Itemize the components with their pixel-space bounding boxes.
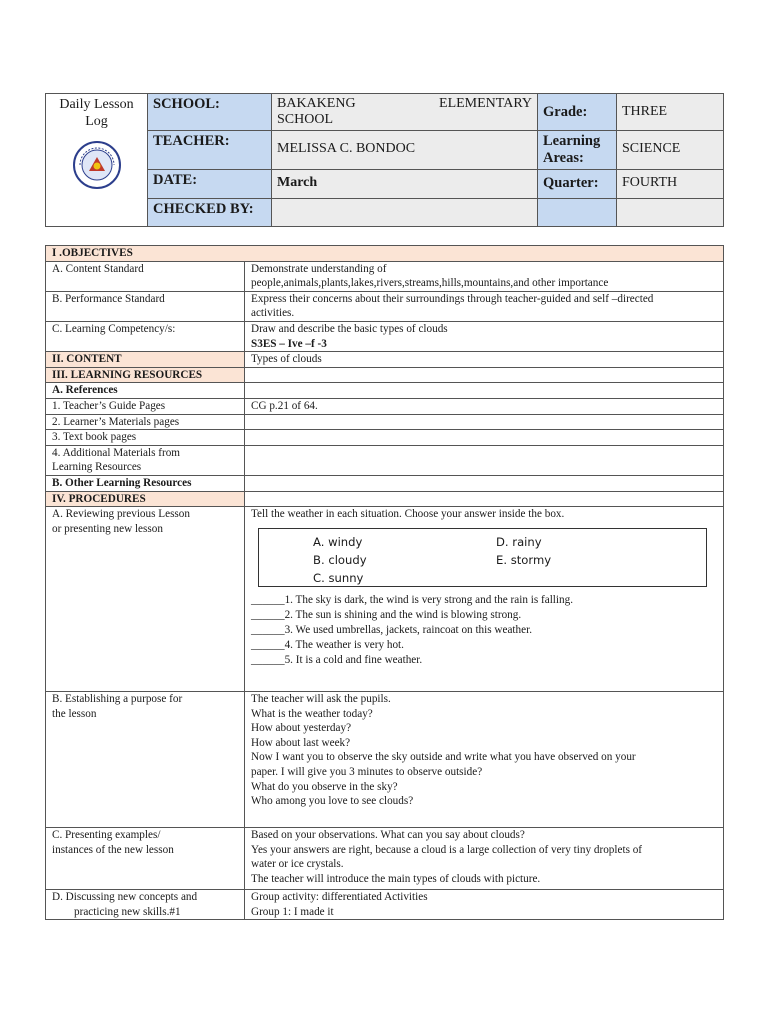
procedures-heading-row <box>46 491 724 507</box>
teacher-label: TEACHER: <box>148 131 272 170</box>
learning-areas-value: SCIENCE <box>617 131 724 170</box>
choice-d: D. rainy <box>496 534 542 549</box>
lm-row <box>46 414 724 430</box>
checked-by-blank-2 <box>617 199 724 227</box>
procedure-c-row <box>46 828 724 890</box>
objectives-heading: I .OBJECTIVES <box>46 246 724 262</box>
checked-by-label: CHECKED BY: <box>148 199 272 227</box>
dll-title: Daily Lesson <box>59 97 134 112</box>
competency-label: C. Learning Competency/s: <box>46 321 245 351</box>
performance-standard-row <box>46 291 724 321</box>
other-resources-row <box>46 475 724 491</box>
question-item: ______1. The sky is dark, the wind is very strong and the rain is falling. <box>251 593 574 606</box>
deped-seal-icon <box>72 140 122 190</box>
checked-by-value <box>272 199 538 227</box>
resources-heading-row <box>46 367 724 383</box>
procedure-b-row <box>46 692 724 828</box>
teacher-value: MELISSA C. BONDOC <box>272 131 538 170</box>
resources-heading: III. LEARNING RESOURCES <box>46 367 245 383</box>
choices-box <box>258 528 707 587</box>
content-heading: II. CONTENT <box>46 352 245 368</box>
procedure-c-content: Based on your observations. What can you say about clouds? Yes your answers are right, because a cloud is a large collection of very tiny droplets of water or ice crystals. The teacher will introduce the main types of clouds with picture. <box>245 828 724 890</box>
references-label: A. References <box>46 383 245 399</box>
choice-b: B. cloudy <box>313 552 367 567</box>
choice-a: A. windy <box>313 534 363 549</box>
dll-title-2: Log <box>85 114 108 129</box>
question-item: ______4. The weather is very hot. <box>251 638 404 651</box>
procedure-b-label: B. Establishing a purpose for the lesson <box>46 692 245 828</box>
date-label: DATE: <box>148 170 272 199</box>
procedure-d-label: D. Discussing new concepts and practicing new skills.#1 <box>46 890 245 920</box>
objectives-heading-row <box>46 246 724 262</box>
competency-row <box>46 321 724 351</box>
tg-value: CG p.21 of 64. <box>245 398 724 414</box>
tg-label: 1. Teacher’s Guide Pages <box>46 398 245 414</box>
procedures-heading: IV. PROCEDURES <box>46 491 245 507</box>
procedure-a-content: Tell the weather in each situation. Choose your answer inside the box. A. windy B. cloudy C. sunny D. rainy E. stormy ______1. The sky is dark, the wind is very strong and the rain is falling. ______2. The sun is shining and the wind is blowing strong. ______3. We used umbrellas, jackets, raincoat on this weather. ______4. The weather is very hot. ______5. It is a cold and fine weather. <box>245 507 724 692</box>
references-row <box>46 383 724 399</box>
procedure-c-label: C. Presenting examples/ instances of the new lesson <box>46 828 245 890</box>
content-standard-label: A. Content Standard <box>46 261 245 291</box>
procedure-b-content: The teacher will ask the pupils. What is the weather today? How about yesterday? How about last week? Now I want you to observe the sky outside and write what you have observed on your paper. I will give you 3 minutes to observe outside? What do you observe in the sky? Who among you love to see clouds? <box>245 692 724 828</box>
school-value: BAKAKENG ELEMENTARY SCHOOL <box>272 94 538 131</box>
grade-label: Grade: <box>538 94 617 131</box>
date-value: March <box>272 170 538 199</box>
question-item: ______5. It is a cold and fine weather. <box>251 653 423 666</box>
lesson-table <box>45 245 724 920</box>
dll-title-cell <box>46 94 148 227</box>
checked-by-blank <box>538 199 617 227</box>
content-value: Types of clouds <box>245 352 724 368</box>
am-label: 4. Additional Materials from Learning Resources <box>46 445 245 475</box>
content-standard-row <box>46 261 724 291</box>
quarter-value: FOURTH <box>617 170 724 199</box>
question-item: ______3. We used umbrellas, jackets, raincoat on this weather. <box>251 623 532 636</box>
performance-standard-value: Express their concerns about their surroundings through teacher-guided and self –directed activities. <box>245 291 724 321</box>
tg-row <box>46 398 724 414</box>
competency-code: S3ES – Ive –f -3 <box>251 337 327 350</box>
question-item: ______2. The sun is shining and the wind is blowing strong. <box>251 608 522 621</box>
quarter-label: Quarter: <box>538 170 617 199</box>
grade-value: THREE <box>617 94 724 131</box>
competency-value: Draw and describe the basic types of clouds S3ES – Ive –f -3 <box>245 321 724 351</box>
procedure-d-row <box>46 890 724 920</box>
tb-row <box>46 430 724 446</box>
content-standard-value: Demonstrate understanding of people,animals,plants,lakes,rivers,streams,hills,mountains,and other importance <box>245 261 724 291</box>
header-table <box>45 93 724 227</box>
procedure-a-row <box>46 507 724 692</box>
procedure-a-label: A. Reviewing previous Lesson or presenting new lesson <box>46 507 245 692</box>
performance-standard-label: B. Performance Standard <box>46 291 245 321</box>
am-row <box>46 445 724 475</box>
lm-label: 2. Learner’s Materials pages <box>46 414 245 430</box>
other-resources-label: B. Other Learning Resources <box>46 475 245 491</box>
content-row <box>46 352 724 368</box>
procedure-d-content: Group activity: differentiated Activities Group 1: I made it <box>245 890 724 920</box>
tb-label: 3. Text book pages <box>46 430 245 446</box>
school-label: SCHOOL: <box>148 94 272 131</box>
learning-areas-label: Learning Areas: <box>538 131 617 170</box>
choice-c: C. sunny <box>313 570 364 585</box>
question-list <box>251 593 717 668</box>
choice-e: E. stormy <box>496 552 552 567</box>
